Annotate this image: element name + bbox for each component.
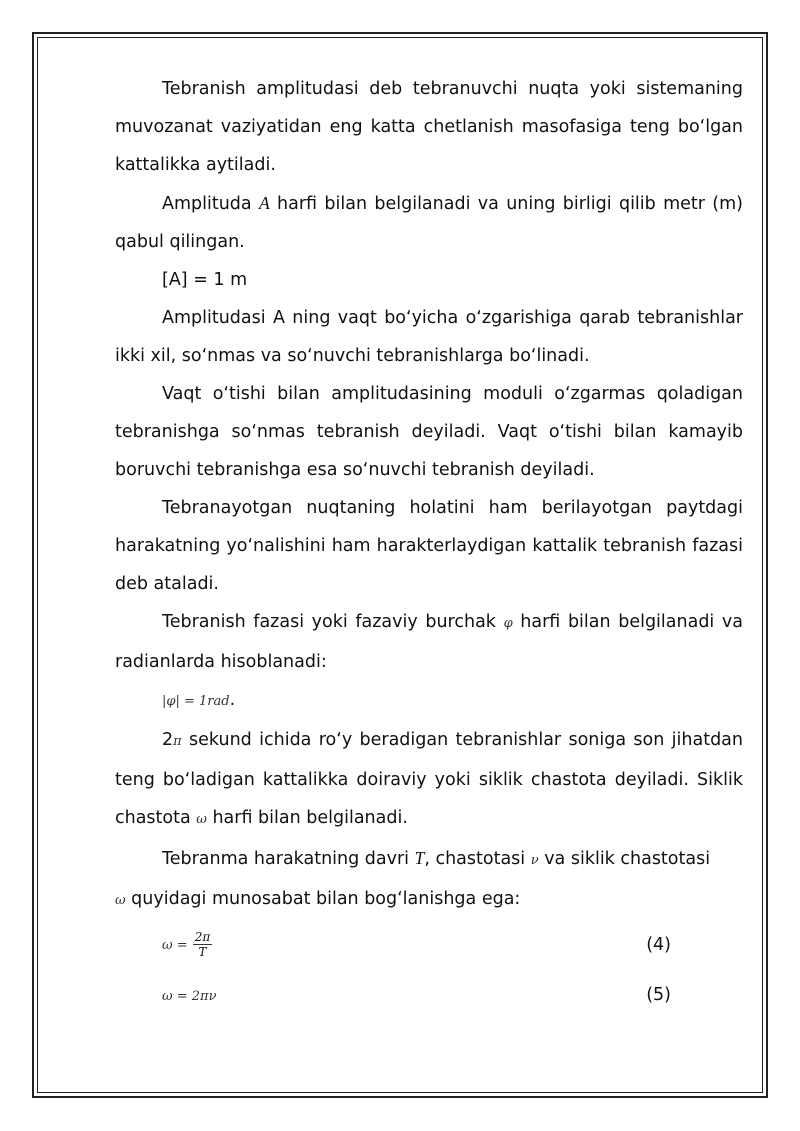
- symbol-pi: π: [173, 734, 182, 749]
- paragraph-period-relation: [115, 839, 743, 920]
- document-body: [115, 70, 743, 1026]
- equation-5: [115, 976, 743, 1026]
- amplitude-unit-line: [A] = 1 m: [162, 270, 248, 290]
- equation-number: (4): [646, 935, 671, 955]
- paragraph-text: , chastotasi: [424, 849, 531, 869]
- paragraph-text: harfi bilan belgilanadi va uning birligi qilib metr (m) qabul qilingan.: [115, 194, 744, 252]
- paragraph-text: sekund ichida ro‘y beradigan tebranishlar soniga son jihatdan teng bo‘ladigan kattalikka doiraviy yoki siklik chastota deyiladi. Siklik chastota: [115, 730, 743, 828]
- paragraph-phase-symbol: [115, 603, 743, 681]
- fraction: [193, 930, 213, 959]
- paragraph-text: Tebranma harakatning davri: [162, 849, 415, 869]
- paragraph-amplitude-types: Amplitudasi A ning vaqt bo‘yicha o‘zgarishiga qarab tebranishlar ikki xil, so‘nmas va so‘nuvchi tebranishlarga bo‘linadi.: [115, 308, 743, 366]
- symbol-nu: ν: [530, 853, 539, 868]
- symbol-phi: φ: [503, 616, 513, 631]
- paragraph-damped-undamped: Vaqt o‘tishi bilan amplitudasining moduli o‘zgarmas qoladigan tebranishga so‘nmas tebranish deyiladi. Vaqt o‘tishi bilan kamayib boruvchi tebranishga esa so‘nuvchi tebranish deyiladi.: [115, 384, 743, 480]
- symbol-A: A: [258, 193, 270, 213]
- symbol-T: T: [414, 848, 425, 868]
- equation-lhs: ω =: [162, 938, 188, 953]
- equation-number: (5): [646, 985, 671, 1005]
- fraction-numerator: 2π: [194, 930, 211, 944]
- paragraph-angular-frequency: [115, 721, 743, 839]
- equation-expression: ω = 2πν: [162, 989, 217, 1004]
- fraction-denominator: T: [198, 945, 207, 959]
- paragraph-text: Tebranish fazasi yoki fazaviy burchak: [162, 612, 504, 632]
- paragraph-text: harfi bilan belgilanadi.: [206, 808, 408, 828]
- symbol-omega: ω: [196, 812, 207, 827]
- paragraph-amplitude-definition: Tebranish amplitudasi deb tebranuvchi nuqta yoki sistemaning muvozanat vaziyatidan eng katta chetlanish masofasiga teng bo‘lgan kattalikka aytiladi.: [115, 79, 743, 175]
- phase-unit-formula: |φ| = 1rad: [162, 694, 230, 709]
- phase-unit-line: [115, 681, 743, 721]
- paragraph-text: quyidagi munosabat bilan bog‘lanishga ega:: [125, 889, 521, 909]
- paragraph-text: Amplituda: [162, 194, 259, 214]
- paragraph-amplitude-symbol: [115, 184, 743, 261]
- paragraph-text: harfi bilan belgilanadi va radianlarda hisoblanadi:: [115, 612, 743, 672]
- paragraph-phase-definition: Tebranayotgan nuqtaning holatini ham berilayotgan paytdagi harakatning yo‘nalishini ham harakterlaydigan kattalik tebranish fazasi deb ataladi.: [115, 498, 743, 594]
- symbol-omega: ω: [115, 893, 126, 908]
- phase-unit-period: .: [229, 690, 236, 710]
- paragraph-text: va siklik chastotasi: [538, 849, 711, 869]
- equation-4: [115, 926, 743, 976]
- paragraph-text: 2: [162, 730, 174, 750]
